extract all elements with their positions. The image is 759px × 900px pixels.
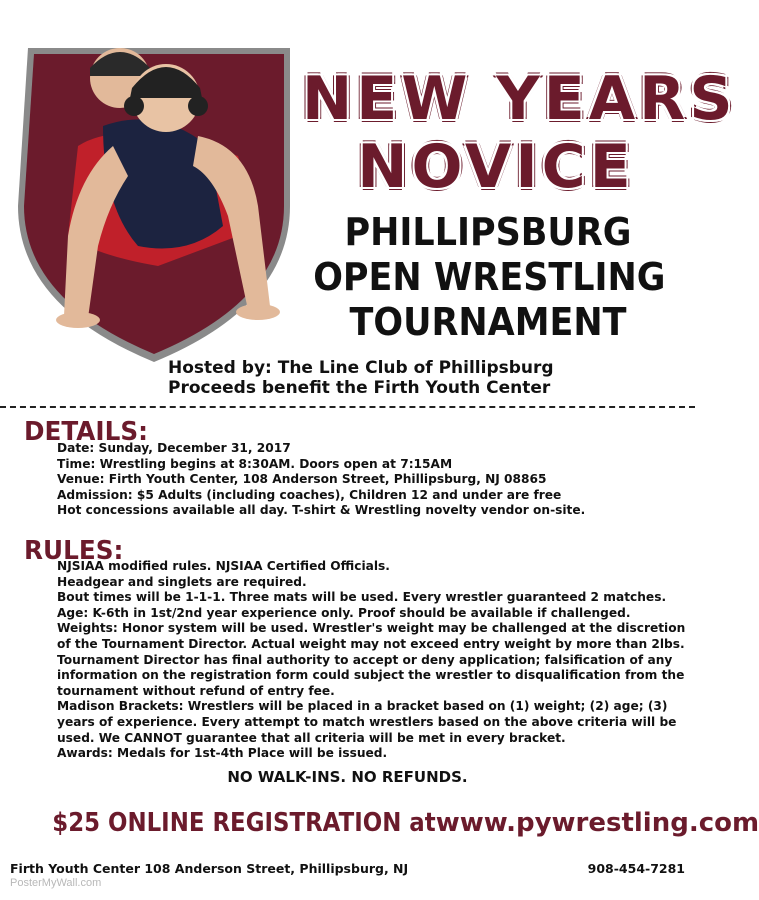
rules-line: Weights: Honor system will be used. Wrestler's weight may be challenged at the discretion: [57, 621, 686, 636]
rules-line: Age: K-6th in 1st/2nd year experience only. Proof should be available if challenged.: [57, 605, 631, 620]
details-time: Time: Wrestling begins at 8:30AM. Doors open at 7:15AM: [57, 456, 453, 471]
footer-phone: 908-454-7281: [587, 861, 685, 876]
details-concessions: Hot concessions available all day. T-shirt & Wrestling novelty vendor on-site.: [57, 503, 586, 518]
watermark: PosterMyWall.com: [10, 877, 102, 889]
details-date: Date: Sunday, December 31, 2017: [57, 441, 291, 455]
details-heading: DETAILS:: [24, 417, 149, 447]
registration-url-link[interactable]: www.pywrestling.com: [435, 808, 759, 838]
details-list: [57, 441, 677, 519]
rules-line: NJSIAA modified rules. NJSIAA Certified Officials.: [57, 559, 390, 573]
rules-line: Awards: Medals for 1st-4th Place will be issued.: [57, 746, 388, 761]
headline-line-2: NOVICE: [357, 132, 635, 202]
tournament-title: [313, 210, 666, 345]
rules-line: years of experience. Every attempt to match wrestlers based on the above criteria will be: [57, 714, 677, 729]
dashed-divider: [0, 406, 695, 408]
rules-line: Tournament Director has final authority to accept or deny application; falsification of any: [57, 652, 673, 667]
headline-line-1: NEW YEARS: [302, 64, 737, 134]
rules-line: tournament without refund of entry fee.: [57, 683, 335, 698]
details-venue: Venue: Firth Youth Center, 108 Anderson Street, Phillipsburg, NJ 08865: [57, 472, 547, 487]
hosted-by-text: Hosted by: The Line Club of Phillipsburg: [168, 358, 554, 378]
rules-heading: RULES:: [24, 536, 124, 566]
registration-banner: [0, 803, 759, 843]
tournament-title-line-1: PHILLIPSBURG: [344, 210, 632, 254]
no-walkins-notice: NO WALK-INS. NO REFUNDS.: [227, 768, 468, 786]
host-info: [168, 358, 568, 398]
rules-line: information on the registration form could subject the wrestler to disqualification from the: [57, 668, 685, 683]
rules-line: Headgear and singlets are required.: [57, 574, 307, 589]
proceeds-text: Proceeds benefit the Firth Youth Center: [168, 378, 551, 398]
rules-line: Bout times will be 1-1-1. Three mats will be used. Every wrestler guaranteed 2 matches.: [57, 590, 667, 605]
registration-label: $25 ONLINE REGISTRATION at: [52, 808, 436, 838]
details-admission: Admission: $5 Adults (including coaches), Children 12 and under are free: [57, 487, 562, 502]
tournament-title-line-2: OPEN WRESTLING: [313, 255, 666, 299]
rules-line: Madison Brackets: Wrestlers will be placed in a bracket based on (1) weight; (2) age; (3): [57, 699, 668, 714]
rules-line: of the Tournament Director. Actual weight may not exceed entry weight by more than 2lbs.: [57, 636, 685, 651]
wrestlers-photo-icon: [8, 6, 298, 366]
rules-line: used. We CANNOT guarantee that all criteria will be met in every bracket.: [57, 730, 566, 745]
footer-address: Firth Youth Center 108 Anderson Street, Phillipsburg, NJ: [10, 861, 409, 876]
rules-list: [57, 559, 686, 762]
tournament-title-line-3: TOURNAMENT: [349, 300, 627, 344]
hero-shield: [8, 6, 298, 366]
